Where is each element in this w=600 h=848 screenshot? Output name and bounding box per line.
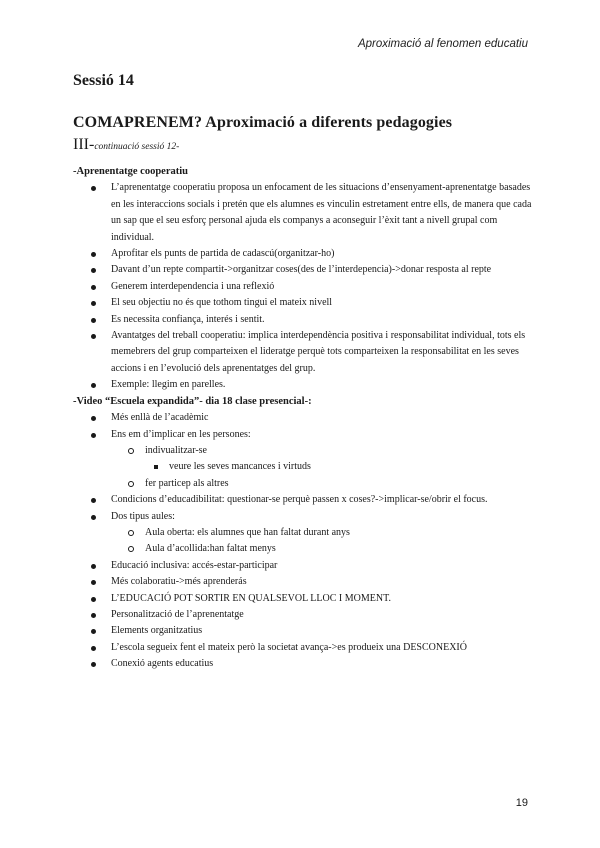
sub-list-item: Aula oberta: els alumnes que han faltat durant anys — [73, 525, 533, 541]
list-item: Educació inclusiva: accés-estar-participar — [73, 558, 533, 574]
list-item: Personalització de l’aprenentatge — [73, 607, 533, 623]
section-heading-cooperatiu: -Aprenentatge cooperatiu — [73, 166, 188, 177]
document-body — [73, 164, 533, 673]
list-item: Exemple: llegim en parelles. — [73, 377, 533, 393]
main-title: COMAPRENEM? Aproximació a diferents pedagogies — [73, 114, 453, 131]
cooperatiu-list — [73, 180, 533, 393]
sub-list-item: Aula d’acollida:han faltat menys — [73, 541, 533, 557]
list-item: Conexió agents educatius — [73, 656, 533, 672]
sub-list-item: fer particep als altres — [73, 476, 533, 492]
list-item: Més colaboratiu->més aprenderás — [73, 574, 533, 590]
sub-title-numeral: III- — [73, 136, 95, 153]
list-item: El seu objectiu no és que tothom tingui el mateix nivell — [73, 295, 533, 311]
list-item: Avantatges del treball cooperatiu: implica interdependència positiva i responsabilitat individual, tots els memebrers del grup comparteixen el lideratge perquè tots comparteixen la responsabilitat en les seves accions i en l’evolució dels aprenentatges del grup. — [73, 328, 533, 377]
list-item: Condicions d’educadibilitat: questionar-se perquè passen x coses?->implicar-se/obrir el focus. — [73, 492, 533, 508]
session-title: Sessió 14 — [73, 72, 134, 89]
list-item: Es necessita confiança, interés i sentit. — [73, 312, 533, 328]
sub-sub-list-item: veure les seves mancances i virtuds — [73, 459, 533, 475]
list-item: Dos tipus aules: — [73, 509, 533, 525]
list-item: Davant d’un repte compartit->organitzar coses(des de l’interdepencia)->donar resposta al repte — [73, 262, 533, 278]
list-item: Elements organitzatius — [73, 623, 533, 639]
video-list — [73, 410, 533, 673]
list-item: Ens em d’implicar en les persones: — [73, 427, 533, 443]
sub-title-continuation: continuació sessió 12- — [94, 142, 180, 152]
list-item: L’aprenentatge cooperatiu proposa un enfocament de les situacions d’ensenyament-aprenentatge basades en les interaccions socials i pretén que els alumnes es vinculin estretament entre ells, de manera que cada un sap que el seu esforç personal ajuda els companys a aconseguir l’èxit tant a nivell grupal com individual. — [73, 180, 533, 246]
section-heading-video: -Video “Escuela expandida”- dia 18 clase presencial-: — [73, 395, 312, 407]
list-item: Més enllà de l’acadèmic — [73, 410, 533, 426]
list-item: L’EDUCACIÓ POT SORTIR EN QUALSEVOL LLOC I MOMENT. — [73, 591, 533, 607]
list-item: Generem interdependencia i una reflexió — [73, 279, 533, 295]
page-number: 19 — [515, 797, 528, 809]
list-item: Aprofitar els punts de partida de cadascú(organitzar-ho) — [73, 246, 533, 262]
sub-list-item: indivualitzar-se — [73, 443, 533, 459]
list-item: L’escola segueix fent el mateix però la societat avança->es produeix una DESCONEXIÓ — [73, 640, 533, 656]
sub-title — [73, 136, 179, 154]
running-header: Aproximació al fenomen educatiu — [357, 38, 528, 50]
